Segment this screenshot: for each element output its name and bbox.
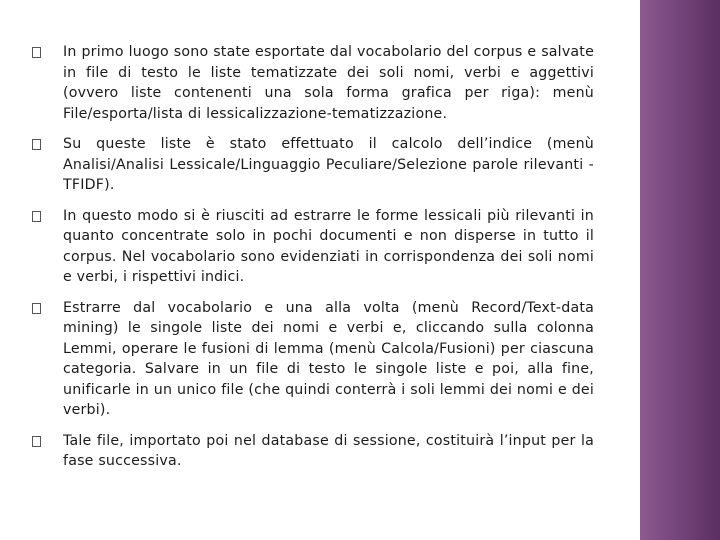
square-bullet-icon — [32, 436, 41, 447]
square-bullet-icon — [32, 303, 41, 314]
bullet-text: In questo modo si è riusciti ad estrarre le forme lessicali più rilevanti in quanto concentrate solo in pochi documenti e non disperse in tutto il corpus. Nel vocabolario sono evidenziati in corrispondenza dei soli nomi e verbi, i rispettivi indici. — [63, 207, 594, 285]
bullet-list — [32, 42, 594, 482]
square-bullet-icon — [32, 139, 41, 150]
list-item — [32, 206, 594, 288]
square-bullet-icon — [32, 211, 41, 222]
list-item — [32, 42, 594, 124]
square-bullet-icon — [32, 47, 41, 58]
bullet-text: Tale file, importato poi nel database di sessione, costituirà l’input per la fase successiva. — [63, 432, 594, 469]
list-item — [32, 431, 594, 472]
bullet-text: Su queste liste è stato effettuato il calcolo dell’indice (menù Analisi/Analisi Lessicale/Linguaggio Peculiare/Selezione parole rilevanti - TFIDF). — [63, 136, 594, 193]
accent-side-bar — [640, 0, 720, 540]
bullet-text: In primo luogo sono state esportate dal vocabolario del corpus e salvate in file di testo le liste tematizzate dei soli nomi, verbi e aggettivi (ovvero liste contenenti una sola forma grafica per riga): menù File/esporta/lista di lessicalizzazione-tematizzazione. — [63, 44, 594, 122]
list-item — [32, 298, 594, 421]
list-item — [32, 134, 594, 196]
bullet-text: Estrarre dal vocabolario e una alla volta (menù Record/Text-data mining) le singole liste dei nomi e verbi e, cliccando sulla colonna Lemmi, operare le fusioni di lemma (menù Calcola/Fusioni) per ciascuna categoria. Salvare in un file di testo le singole liste e poi, alla fine, unificarle in un unico file (che quindi conterrà i soli lemmi dei nomi e dei verbi). — [63, 299, 594, 418]
